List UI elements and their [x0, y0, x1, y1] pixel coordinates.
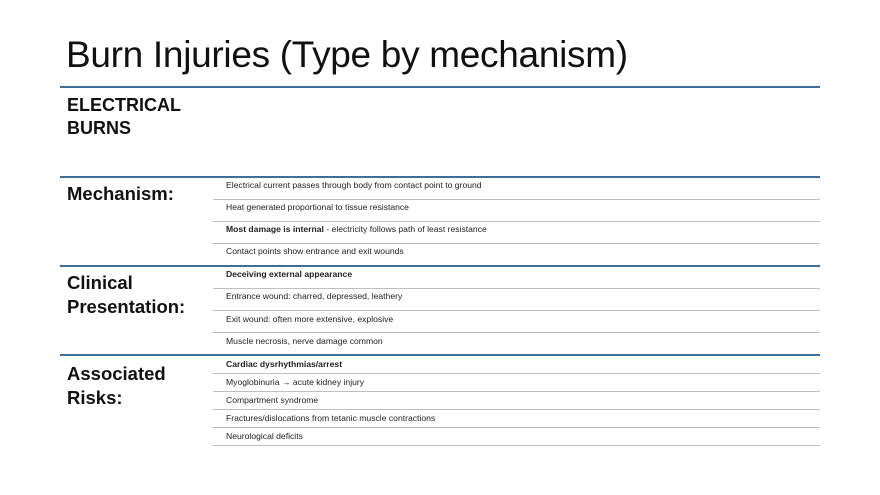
group-label-line-1: Clinical — [67, 272, 133, 293]
row-text: Neurological deficits — [226, 431, 303, 441]
row-text: Electrical current passes through body from contact point to ground — [226, 180, 482, 190]
title-divider — [60, 86, 820, 88]
table-row — [213, 222, 820, 244]
section-heading — [67, 94, 227, 140]
row-text: Fractures/dislocations from tetanic muscle contractions — [226, 413, 436, 423]
row-text: - electricity follows path of least resistance — [323, 224, 487, 234]
table-row — [213, 289, 820, 311]
group-label-line-1: Mechanism: — [67, 183, 174, 204]
table-row — [213, 428, 820, 446]
group-label-clinical-presentation — [67, 271, 212, 319]
group-label-line-2: Presentation: — [67, 296, 186, 317]
group-label-line-1: Associated — [67, 363, 166, 384]
row-bold-text: Deceiving external appearance — [226, 269, 353, 279]
row-text: Muscle necrosis, nerve damage common — [226, 336, 383, 346]
table-row — [213, 333, 820, 354]
slide-title: Burn Injuries (Type by mechanism) — [66, 34, 628, 75]
table-row — [213, 267, 820, 289]
table-row — [213, 374, 820, 392]
row-text: Heat generated proportional to tissue resistance — [226, 202, 409, 212]
table-row — [213, 244, 820, 265]
table-row — [213, 410, 820, 428]
row-text: Exit wound: often more extensive, explosive — [226, 314, 394, 324]
table-row — [213, 392, 820, 410]
row-text: Entrance wound: charred, depressed, leathery — [226, 291, 403, 301]
group-label-mechanism — [67, 182, 212, 206]
row-text: Compartment syndrome — [226, 395, 319, 405]
row-bold-text: Cardiac dysrhythmias/arrest — [226, 359, 343, 369]
table-row — [213, 200, 820, 222]
section-heading-line-2: BURNS — [67, 118, 132, 138]
row-text: Contact points show entrance and exit wounds — [226, 246, 404, 256]
table-row — [213, 356, 820, 374]
group-label-associated-risks — [67, 362, 212, 410]
table-row — [213, 178, 820, 200]
section-heading-line-1: ELECTRICAL — [67, 95, 181, 115]
group-label-line-2: Risks: — [67, 387, 123, 408]
row-bold-text: Most damage is internal — [226, 224, 324, 234]
table-row — [213, 311, 820, 333]
row-text: Myoglobinuria → acute kidney injury — [226, 377, 365, 387]
